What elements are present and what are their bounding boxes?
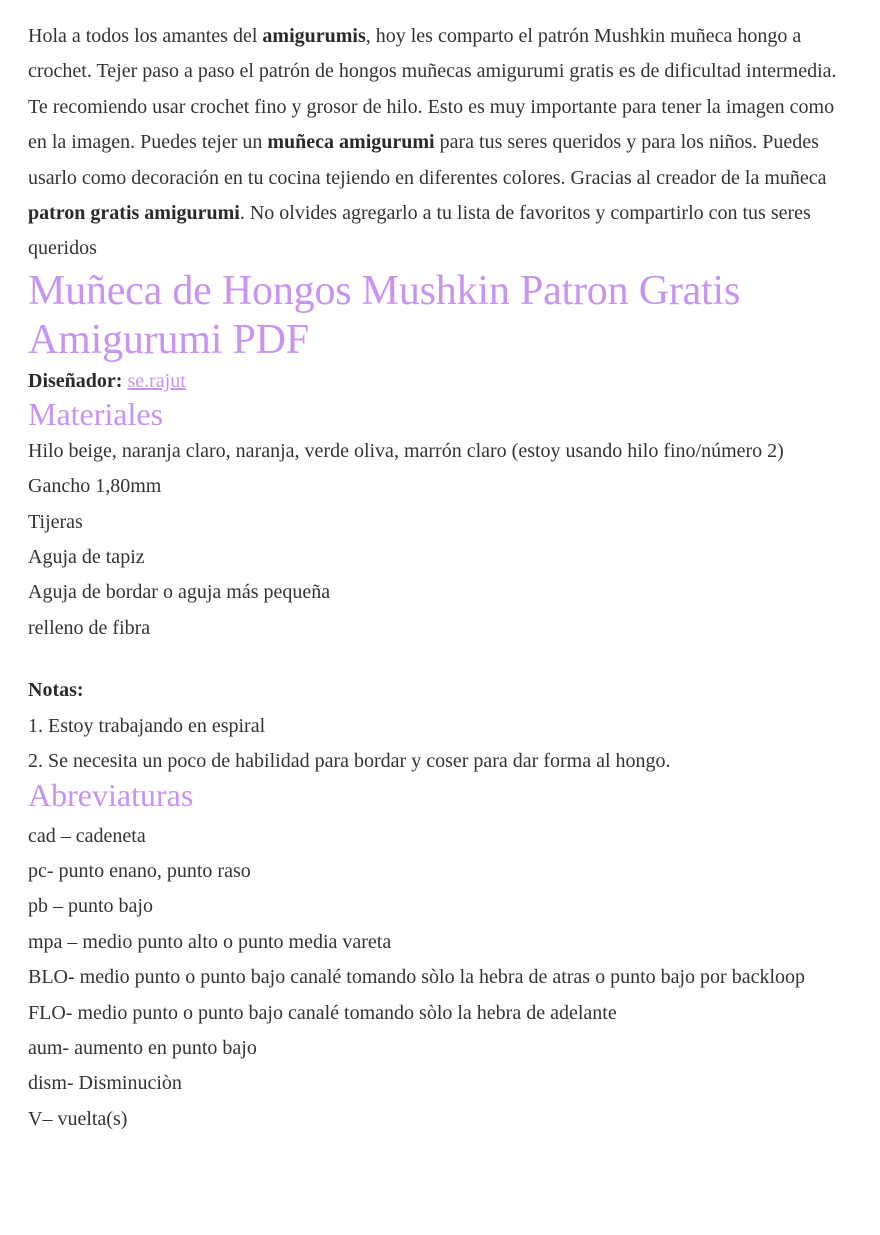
intro-text: Hola a todos los amantes del [28, 25, 263, 47]
intro-bold-muneca-amigurumi: muñeca amigurumi [267, 131, 435, 154]
abbreviation-item: BLO- medio punto o punto bajo canalé tomando sòlo la hebra de atras o punto bajo por backloop [28, 966, 806, 989]
designer-label: Diseñador: [28, 369, 123, 392]
intro-bold-amigurumis: amigurumis [262, 25, 366, 47]
materials-item: Tijeras [28, 510, 83, 533]
designer-line [28, 366, 853, 396]
materials-item: Aguja de tapiz [28, 546, 145, 569]
notes-list [28, 709, 853, 780]
notes-label-line [28, 673, 853, 708]
abbreviation-item: pb – punto bajo [28, 895, 153, 918]
notes-label: Notas: [28, 679, 84, 702]
abbreviation-item: V– vuelta(s) [28, 1107, 128, 1130]
materials-heading: Materiales [28, 395, 164, 432]
designer-link[interactable]: se.rajut [127, 369, 186, 392]
materials-list [28, 434, 853, 646]
abbreviations-heading: Abreviaturas [28, 776, 194, 813]
abbreviations-list [28, 819, 853, 1138]
intro-paragraph [28, 19, 853, 267]
intro-text: , hoy les comparto el patrón Mushkin muñeca hongo a crochet. Tejer paso a paso el patrón de hongos muñecas amigurumi gratis es de dificultad intermedia. Te recomiendo usar crochet fino y grosor de hilo. Esto es muy importante para tener la imagen como en la imagen. Puedes tejer un [28, 25, 837, 154]
page-title: Muñeca de Hongos Mushkin Patron Gratis Amigurumi PDF [28, 267, 741, 363]
intro-bold-patron-gratis: patron gratis amigurumi [28, 202, 240, 225]
abbreviation-item: FLO- medio punto o punto bajo canalé tomando sòlo la hebra de adelante [28, 1001, 617, 1024]
abbreviation-item: aum- aumento en punto bajo [28, 1036, 257, 1059]
abbreviation-item: cad – cadeneta [28, 824, 146, 847]
notes-item: 1. Estoy trabajando en espiral [28, 714, 266, 737]
intro-text: . No olvides agregarlo a tu lista de favoritos y compartirlo con tus seres queridos [28, 202, 811, 260]
materials-item: Gancho 1,80mm [28, 475, 162, 498]
notes-item: 2. Se necesita un poco de habilidad para bordar y coser para dar forma al hongo. [28, 750, 671, 773]
materials-item: Hilo beige, naranja claro, naranja, verde oliva, marrón claro (estoy usando hilo fino/número 2) [28, 439, 784, 462]
abbreviation-item: pc- punto enano, punto raso [28, 859, 251, 882]
materials-item: Aguja de bordar o aguja más pequeña [28, 581, 331, 604]
materials-item: relleno de fibra [28, 616, 151, 639]
abbreviation-item: mpa – medio punto alto o punto media vareta [28, 930, 392, 953]
intro-text: para tus seres queridos y para los niños. Puedes usarlo como decoración en tu cocina tejiendo en diferentes colores. Gracias al creador de la muñeca [28, 131, 827, 189]
abbreviation-item: dism- Disminuciòn [28, 1072, 182, 1095]
